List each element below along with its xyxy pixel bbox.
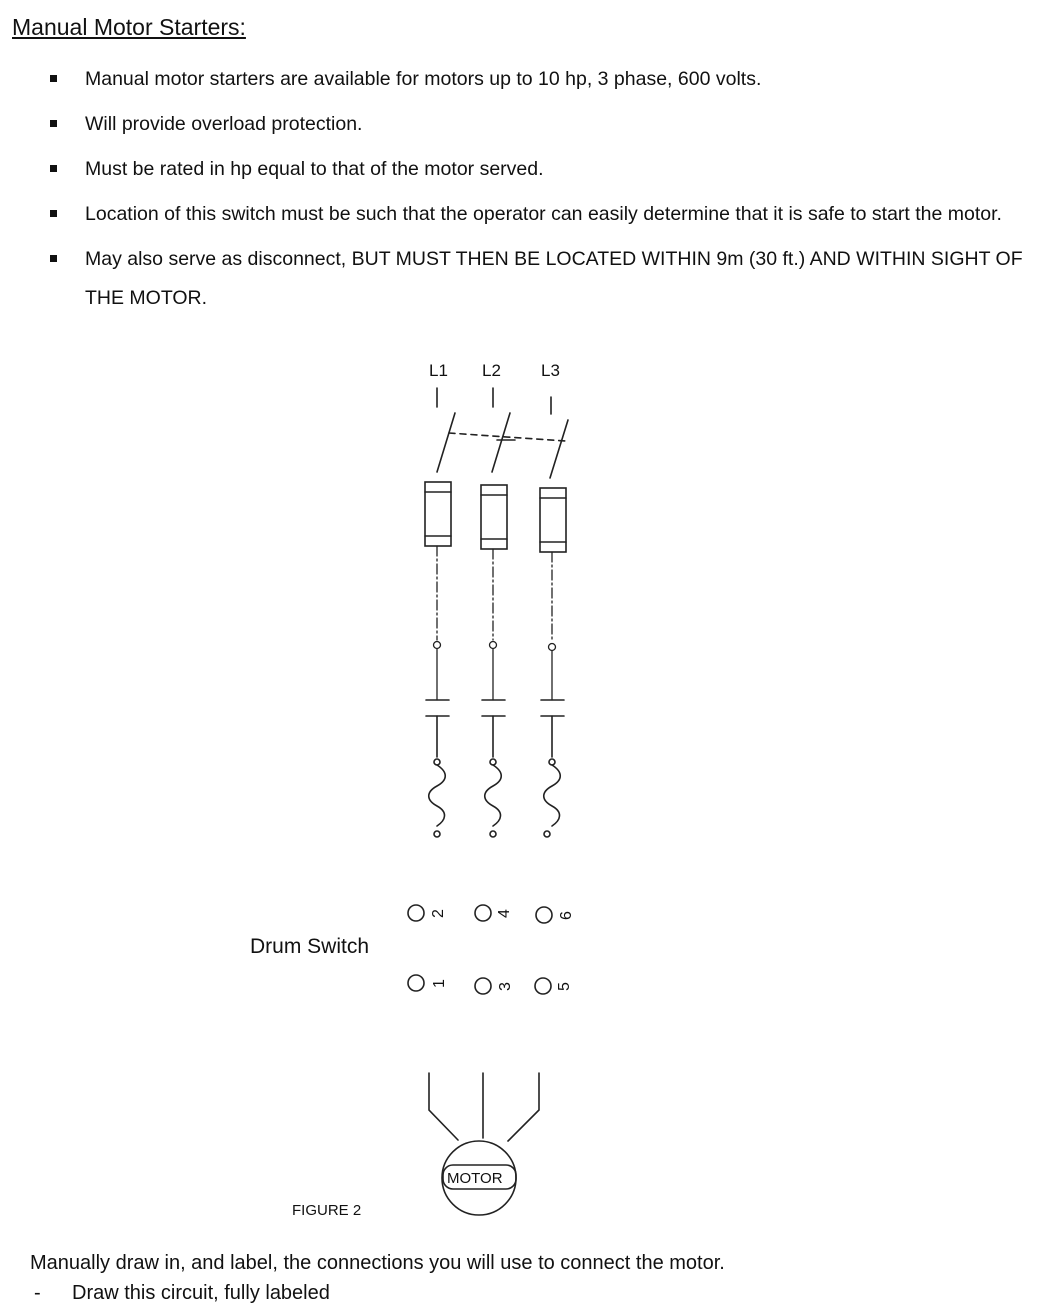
bullet-square-icon [50,165,57,172]
sub-item [34,1282,330,1305]
starter-contacts [426,700,564,757]
bullet-text: Will provide overload protection. [85,113,363,135]
bullet-square-icon [50,255,57,262]
bullet-item [0,240,1047,318]
bullet-square-icon [50,75,57,82]
motor [442,1141,516,1215]
bullet-item [0,105,1047,144]
overload-heaters [429,759,561,837]
bullet-list [0,60,1047,324]
sub-item-text: Draw this circuit, fully labeled [72,1282,330,1304]
fuse-block [425,482,566,552]
drum-terminal-label: 4 [496,909,513,918]
bullet-text: May also serve as disconnect, BUT MUST THEN BE LOCATED WITHIN 9m (30 ft.) AND WITHIN SIGHT OF THE MOTOR. [85,248,1023,309]
bullet-text: Must be rated in hp equal to that of the motor served. [85,158,544,180]
line-label-l2: L2 [482,361,501,380]
line-label-l3: L3 [541,361,560,380]
drum-terminal-label: 3 [497,982,514,991]
figure-caption: FIGURE 2 [292,1202,362,1219]
bullet-item [0,195,1047,234]
sub-item-dash: - [34,1282,41,1304]
disconnect-switch [437,388,568,478]
bullet-item [0,60,1047,99]
wiring-diagram [0,340,1047,1240]
drum-switch [408,905,575,994]
drum-terminal-label: 1 [431,979,448,988]
motor-label: MOTOR [447,1170,503,1187]
bullet-item [0,150,1047,189]
page-title: Manual Motor Starters: [12,14,246,40]
drum-terminal-label: 6 [558,911,575,920]
motor-leads [429,1073,539,1141]
line-label-l1: L1 [429,361,448,380]
bullet-text: Manual motor starters are available for motors up to 10 hp, 3 phase, 600 volts. [85,68,762,90]
drum-terminal-label: 2 [430,909,447,918]
bullet-text: Location of this switch must be such that the operator can easily determine that it is safe to start the motor. [85,203,1002,225]
bullet-square-icon [50,210,57,217]
bullet-square-icon [50,120,57,127]
drum-terminal-label: 5 [556,982,573,991]
starter-wiring [434,546,556,700]
drum-switch-label: Drum Switch [250,935,370,958]
instruction-text: Manually draw in, and label, the connections you will use to connect the motor. [30,1252,725,1274]
